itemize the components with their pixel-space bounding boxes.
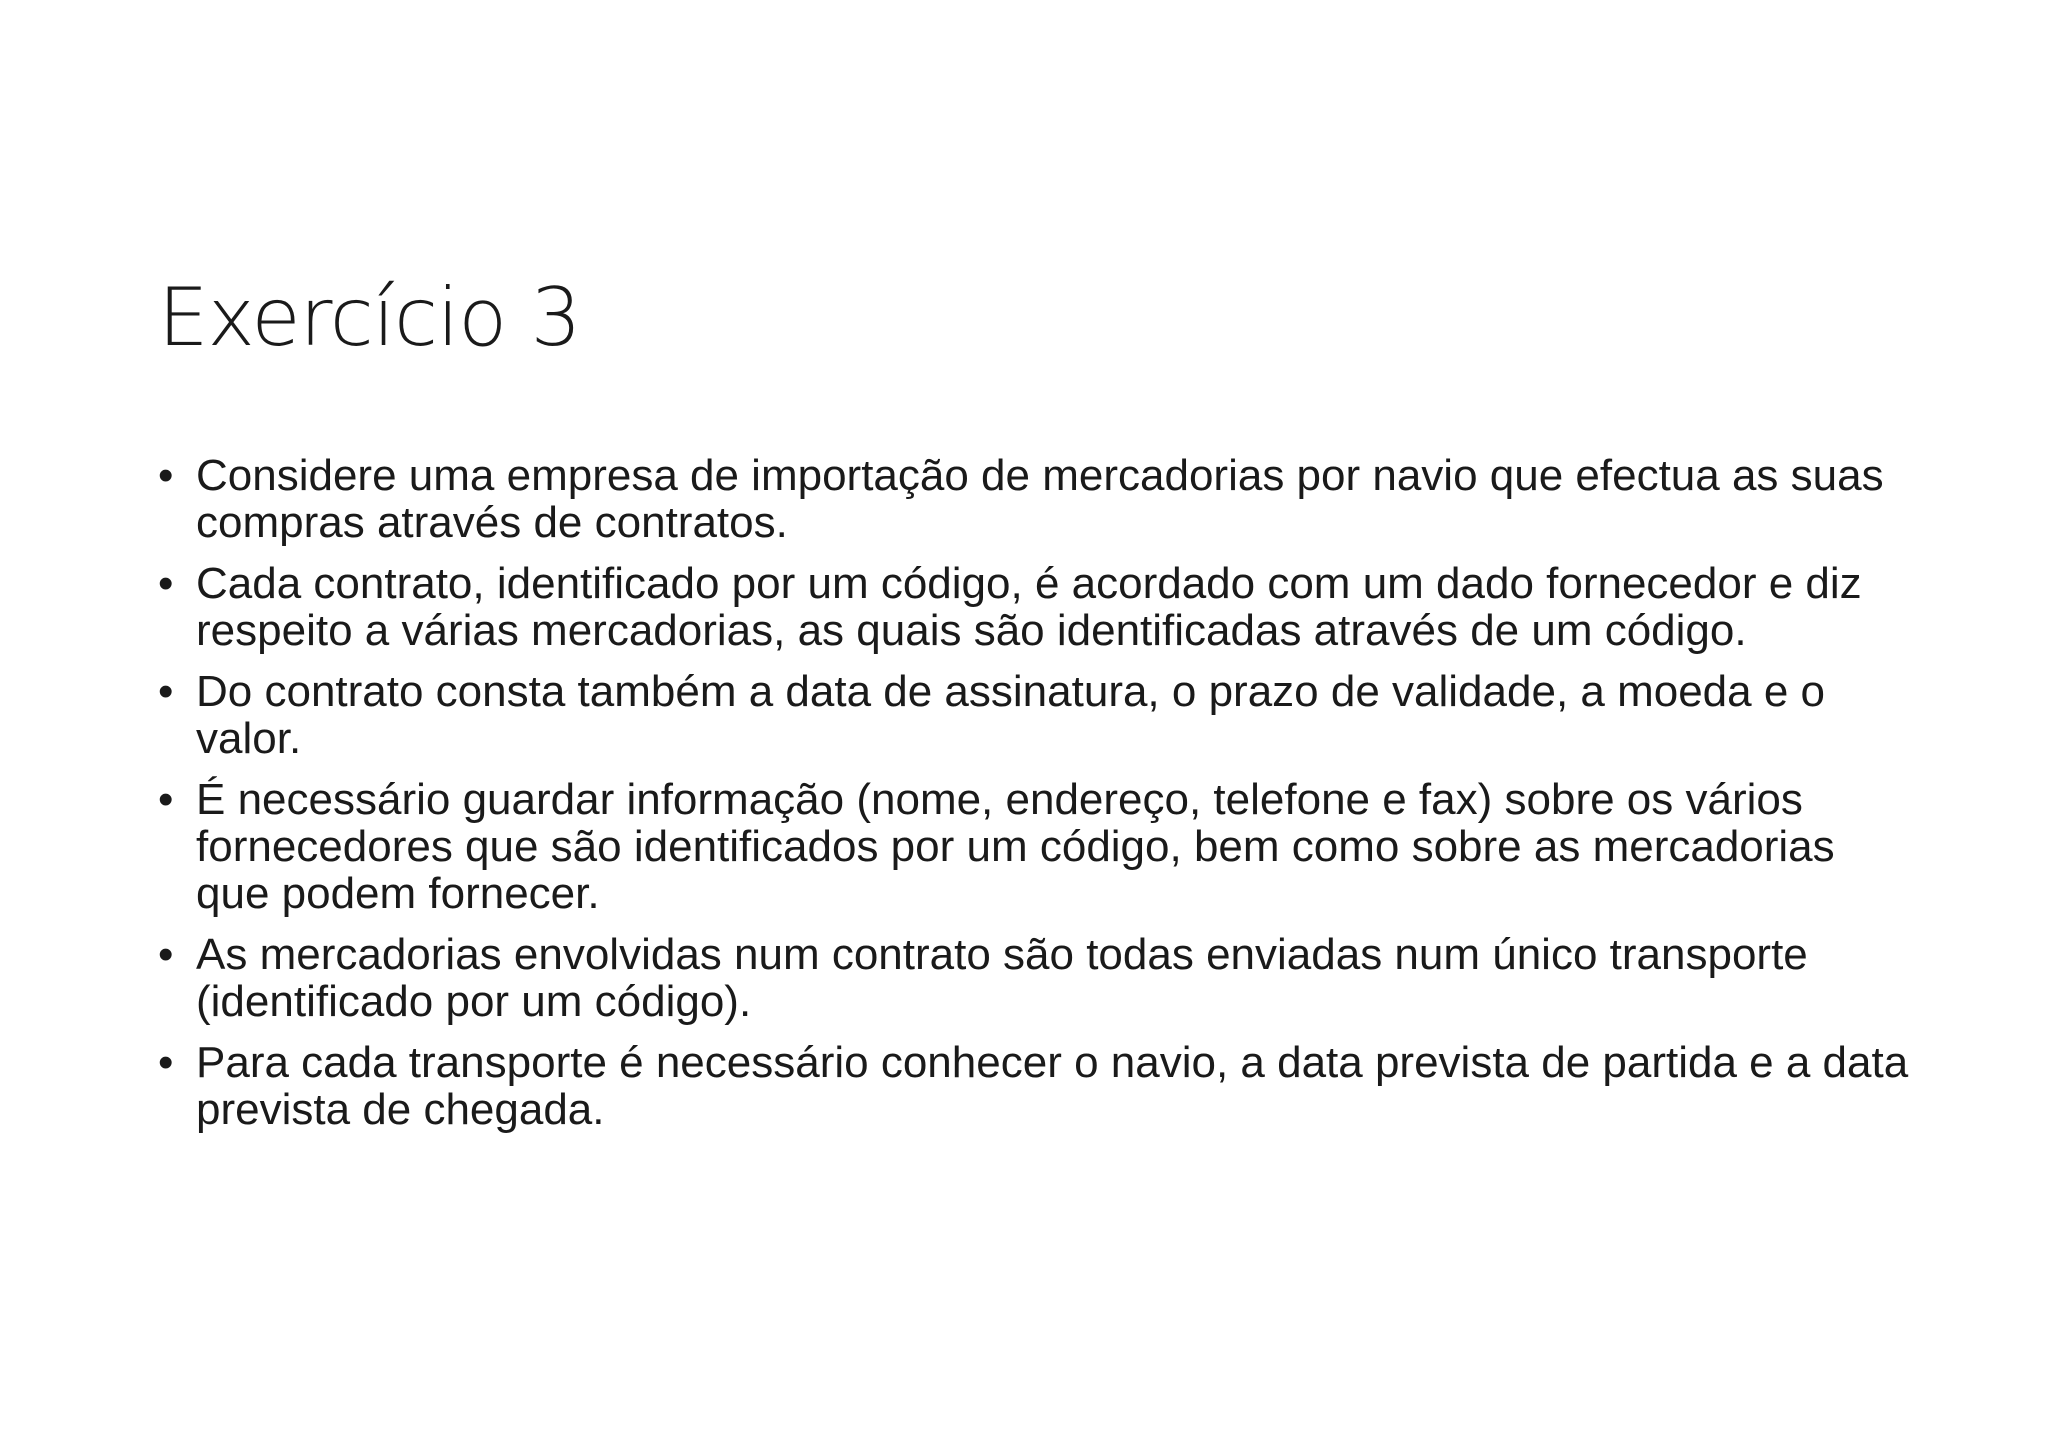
bullet-dot-icon: • xyxy=(158,451,174,500)
bullet-item xyxy=(158,668,1918,762)
bullet-item xyxy=(158,560,1918,654)
bullet-dot-icon: • xyxy=(158,1038,174,1087)
bullet-dot-icon: • xyxy=(158,667,174,716)
bullet-text: Do contrato consta também a data de assinatura, o prazo de validade, a moeda e o valor. xyxy=(196,667,1826,763)
bullet-item xyxy=(158,776,1918,917)
bullet-list xyxy=(158,452,1918,1147)
bullet-dot-icon: • xyxy=(158,559,174,608)
bullet-item xyxy=(158,452,1918,546)
bullet-text: Cada contrato, identificado por um código, é acordado com um dado fornecedor e diz respeito a várias mercadorias, as quais são identificadas através de um código. xyxy=(196,559,1862,655)
bullet-text: Para cada transporte é necessário conhecer o navio, a data prevista de partida e a data prevista de chegada. xyxy=(196,1038,1909,1134)
bullet-text: É necessário guardar informação (nome, endereço, telefone e fax) sobre os vários fornecedores que são identificados por um código, bem como sobre as mercadorias que podem fornecer. xyxy=(196,775,1835,918)
bullet-text: Considere uma empresa de importação de mercadorias por navio que efectua as suas compras através de contratos. xyxy=(196,451,1884,547)
bullet-item xyxy=(158,1039,1918,1133)
slide-title: Exercício 3 xyxy=(158,271,581,364)
bullet-item xyxy=(158,931,1918,1025)
bullet-text: As mercadorias envolvidas num contrato são todas enviadas num único transporte (identificado por um código). xyxy=(196,930,1808,1026)
bullet-dot-icon: • xyxy=(158,775,174,824)
bullet-dot-icon: • xyxy=(158,930,174,979)
